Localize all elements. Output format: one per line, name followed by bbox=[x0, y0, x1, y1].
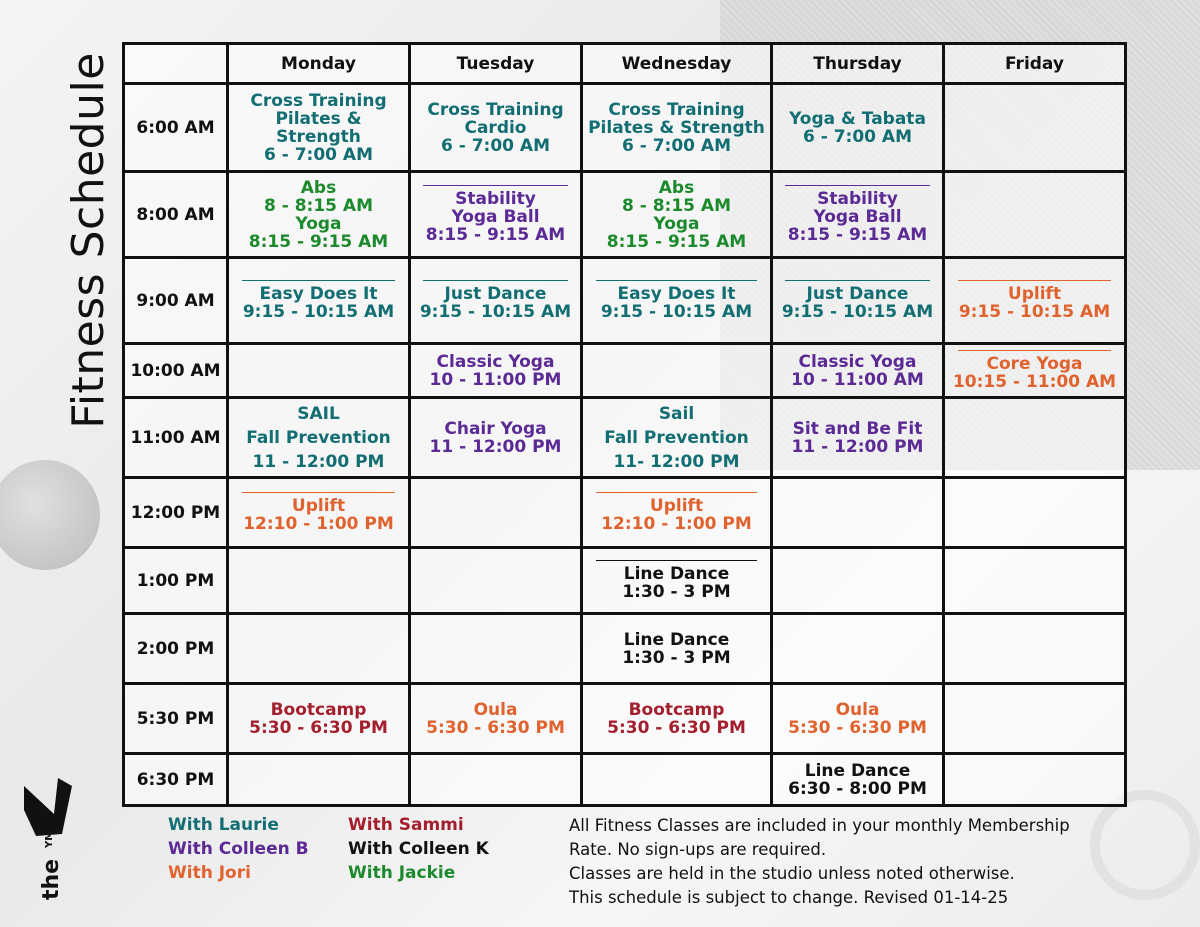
class-entry bbox=[229, 701, 408, 737]
class-entry bbox=[229, 179, 408, 251]
class-entry bbox=[945, 350, 1124, 391]
legend-laurie: With Laurie bbox=[168, 815, 279, 835]
class-text: 10 - 11:00 PM bbox=[429, 369, 562, 390]
class-text: 6 - 7:00 AM bbox=[803, 126, 912, 147]
class-text: 8:15 - 9:15 AM bbox=[248, 231, 389, 252]
class-cell bbox=[944, 754, 1126, 806]
class-entry bbox=[411, 101, 580, 155]
legend-colleen-b: With Colleen B bbox=[168, 839, 309, 859]
class-cell bbox=[228, 548, 410, 614]
class-cell bbox=[228, 754, 410, 806]
class-cell bbox=[772, 614, 944, 684]
class-text: Pilates & Strength bbox=[588, 117, 765, 138]
class-entry bbox=[229, 492, 408, 533]
class-entry bbox=[583, 101, 770, 155]
legend-colleen-k: With Colleen K bbox=[348, 839, 489, 859]
class-cell bbox=[410, 398, 582, 478]
class-text: 11- 12:00 PM bbox=[613, 451, 740, 472]
class-entry bbox=[583, 402, 770, 474]
day-header: Friday bbox=[944, 44, 1126, 84]
class-cell bbox=[582, 754, 772, 806]
class-cell bbox=[944, 684, 1126, 754]
schedule-row bbox=[124, 548, 1126, 614]
legend-jori: With Jori bbox=[168, 863, 251, 883]
class-cell bbox=[582, 684, 772, 754]
class-text: Strength bbox=[276, 126, 361, 147]
page-title: Fitness Schedule bbox=[62, 51, 114, 429]
class-text: Fall Prevention bbox=[604, 427, 749, 448]
divider-line bbox=[242, 280, 396, 281]
class-entry bbox=[583, 179, 770, 251]
class-cell bbox=[772, 344, 944, 398]
class-text: Line Dance bbox=[623, 629, 730, 650]
class-text: Easy Does It bbox=[617, 284, 736, 304]
class-cell bbox=[582, 258, 772, 344]
class-text: 6 - 7:00 AM bbox=[622, 135, 731, 156]
schedule-row bbox=[124, 258, 1126, 344]
class-cell bbox=[582, 84, 772, 172]
class-entry bbox=[229, 280, 408, 321]
schedule-row bbox=[124, 684, 1126, 754]
class-cell bbox=[944, 478, 1126, 548]
class-cell bbox=[772, 478, 944, 548]
class-text: Cardio bbox=[464, 117, 527, 138]
class-entry bbox=[773, 280, 942, 321]
class-text: 8 - 8:15 AM bbox=[264, 195, 373, 216]
class-cell bbox=[228, 478, 410, 548]
class-text: 1:30 - 3 PM bbox=[622, 647, 731, 668]
class-text: Yoga & Tabata bbox=[789, 108, 926, 129]
class-text: Easy Does It bbox=[259, 284, 378, 304]
class-text: Core Yoga bbox=[986, 354, 1083, 374]
class-cell bbox=[410, 344, 582, 398]
class-text: Pilates & bbox=[275, 108, 362, 129]
class-cell bbox=[772, 754, 944, 806]
corner-cell bbox=[124, 44, 228, 84]
class-text: 9:15 - 10:15 AM bbox=[242, 302, 395, 322]
class-cell bbox=[944, 172, 1126, 258]
class-text: 9:15 - 10:15 AM bbox=[958, 302, 1111, 322]
background-apple bbox=[0, 460, 100, 570]
class-cell bbox=[410, 258, 582, 344]
class-text: Uplift bbox=[649, 496, 704, 516]
class-text: 10:15 - 11:00 AM bbox=[952, 372, 1117, 392]
divider-line bbox=[785, 185, 930, 186]
class-entry bbox=[583, 631, 770, 667]
class-cell bbox=[228, 84, 410, 172]
class-cell bbox=[582, 398, 772, 478]
class-cell bbox=[582, 614, 772, 684]
membership-notes bbox=[569, 814, 1169, 910]
time-cell: 12:00 PM bbox=[124, 478, 228, 548]
page-title-container bbox=[62, 40, 114, 440]
legend-sammi: With Sammi bbox=[348, 815, 464, 835]
class-text: Bootcamp bbox=[270, 699, 367, 720]
time-cell: 10:00 AM bbox=[124, 344, 228, 398]
class-cell bbox=[228, 344, 410, 398]
class-cell bbox=[772, 548, 944, 614]
class-entry bbox=[229, 402, 408, 474]
class-cell bbox=[944, 398, 1126, 478]
class-cell bbox=[410, 478, 582, 548]
schedule-body bbox=[124, 84, 1126, 806]
class-entry bbox=[411, 185, 580, 244]
day-header: Monday bbox=[228, 44, 410, 84]
class-cell bbox=[944, 548, 1126, 614]
class-text: 5:30 - 6:30 PM bbox=[607, 717, 746, 738]
divider-line bbox=[958, 350, 1112, 351]
class-text: 5:30 - 6:30 PM bbox=[249, 717, 388, 738]
time-cell: 9:00 AM bbox=[124, 258, 228, 344]
class-text: Bootcamp bbox=[628, 699, 725, 720]
class-text: Line Dance bbox=[623, 564, 730, 584]
class-entry bbox=[411, 420, 580, 456]
class-entry bbox=[411, 353, 580, 389]
class-text: 12:10 - 1:00 PM bbox=[243, 514, 394, 534]
class-text: Uplift bbox=[1007, 284, 1062, 304]
class-cell bbox=[772, 398, 944, 478]
class-cell bbox=[410, 548, 582, 614]
class-entry bbox=[411, 701, 580, 737]
class-text: 8:15 - 9:15 AM bbox=[425, 225, 566, 245]
class-cell bbox=[772, 84, 944, 172]
class-text: 6 - 7:00 AM bbox=[264, 144, 373, 165]
class-text: Cross Training bbox=[608, 99, 745, 120]
class-cell bbox=[772, 258, 944, 344]
divider-line bbox=[596, 560, 757, 561]
class-entry bbox=[773, 701, 942, 737]
class-entry bbox=[583, 701, 770, 737]
day-header: Thursday bbox=[772, 44, 944, 84]
class-cell bbox=[228, 398, 410, 478]
class-text: Cross Training bbox=[427, 99, 564, 120]
class-text: Oula bbox=[473, 699, 518, 720]
class-text: 11 - 12:00 PM bbox=[252, 451, 385, 472]
class-cell bbox=[228, 614, 410, 684]
logo-the-text: the bbox=[39, 858, 64, 900]
class-cell bbox=[410, 754, 582, 806]
divider-line bbox=[958, 280, 1112, 281]
schedule-table bbox=[122, 42, 1127, 807]
day-header: Tuesday bbox=[410, 44, 582, 84]
class-text: 8 - 8:15 AM bbox=[622, 195, 731, 216]
class-text: Cross Training bbox=[250, 90, 387, 111]
class-entry bbox=[583, 560, 770, 601]
class-text: Abs bbox=[658, 177, 695, 198]
time-cell: 6:00 AM bbox=[124, 84, 228, 172]
note-line: All Fitness Classes are included in your monthly Membership bbox=[569, 816, 1070, 835]
time-cell: 6:30 PM bbox=[124, 754, 228, 806]
class-entry bbox=[773, 762, 942, 798]
class-text: Fall Prevention bbox=[246, 427, 391, 448]
class-cell bbox=[772, 684, 944, 754]
divider-line bbox=[242, 492, 396, 493]
class-text: Just Dance bbox=[444, 284, 547, 304]
class-text: Stability bbox=[817, 189, 898, 209]
class-text: 10 - 11:00 AM bbox=[791, 369, 924, 390]
class-text: 9:15 - 10:15 AM bbox=[781, 302, 934, 322]
note-line: Rate. No sign-ups are required. bbox=[569, 840, 827, 859]
note-line: Classes are held in the studio unless noted otherwise. bbox=[569, 864, 1015, 883]
divider-line bbox=[785, 280, 930, 281]
class-cell bbox=[944, 258, 1126, 344]
time-cell: 1:00 PM bbox=[124, 548, 228, 614]
divider-line bbox=[596, 280, 757, 281]
schedule-row bbox=[124, 398, 1126, 478]
logo-ymca-text: YMCA bbox=[44, 815, 55, 848]
class-text: 11 - 12:00 PM bbox=[429, 436, 562, 457]
class-text: 1:30 - 3 PM bbox=[622, 582, 731, 602]
class-cell bbox=[410, 172, 582, 258]
class-text: Chair Yoga bbox=[444, 418, 547, 439]
class-text: SAIL bbox=[297, 403, 340, 424]
class-text: Oula bbox=[835, 699, 880, 720]
schedule-row bbox=[124, 754, 1126, 806]
day-header: Wednesday bbox=[582, 44, 772, 84]
class-text: Sail bbox=[658, 403, 695, 424]
class-text: 6:30 - 8:00 PM bbox=[788, 778, 927, 799]
class-text: 6 - 7:00 AM bbox=[441, 135, 550, 156]
class-text: Yoga bbox=[653, 213, 700, 234]
schedule-row bbox=[124, 478, 1126, 548]
class-cell bbox=[582, 478, 772, 548]
class-text: Yoga bbox=[295, 213, 342, 234]
header-row bbox=[124, 44, 1126, 84]
class-text: 9:15 - 10:15 AM bbox=[600, 302, 753, 322]
class-cell bbox=[944, 614, 1126, 684]
class-cell bbox=[228, 172, 410, 258]
divider-line bbox=[423, 280, 568, 281]
class-text: 5:30 - 6:30 PM bbox=[788, 717, 927, 738]
class-text: 8:15 - 9:15 AM bbox=[606, 231, 747, 252]
class-cell bbox=[410, 614, 582, 684]
class-text: 8:15 - 9:15 AM bbox=[787, 225, 928, 245]
class-text: Yoga Ball bbox=[451, 207, 540, 227]
class-cell bbox=[582, 172, 772, 258]
class-entry bbox=[229, 92, 408, 164]
class-cell bbox=[410, 84, 582, 172]
class-entry bbox=[583, 492, 770, 533]
class-text: 9:15 - 10:15 AM bbox=[419, 302, 572, 322]
class-entry bbox=[945, 280, 1124, 321]
class-text: Abs bbox=[300, 177, 337, 198]
class-cell bbox=[582, 344, 772, 398]
class-entry bbox=[773, 353, 942, 389]
schedule-row bbox=[124, 344, 1126, 398]
class-text: Yoga Ball bbox=[813, 207, 902, 227]
class-text: Line Dance bbox=[804, 760, 911, 781]
legend-jackie: With Jackie bbox=[348, 863, 456, 883]
class-cell bbox=[228, 684, 410, 754]
class-cell bbox=[944, 344, 1126, 398]
time-cell: 5:30 PM bbox=[124, 684, 228, 754]
divider-line bbox=[596, 492, 757, 493]
class-text: 11 - 12:00 PM bbox=[791, 436, 924, 457]
time-cell: 8:00 AM bbox=[124, 172, 228, 258]
class-entry bbox=[773, 420, 942, 456]
class-text: Sit and Be Fit bbox=[792, 418, 923, 439]
class-cell bbox=[772, 172, 944, 258]
schedule-row bbox=[124, 84, 1126, 172]
class-text: 5:30 - 6:30 PM bbox=[426, 717, 565, 738]
class-entry bbox=[773, 185, 942, 244]
ymca-logo bbox=[18, 776, 76, 906]
divider-line bbox=[423, 185, 568, 186]
class-cell bbox=[944, 84, 1126, 172]
class-text: Uplift bbox=[291, 496, 346, 516]
time-cell: 11:00 AM bbox=[124, 398, 228, 478]
class-entry bbox=[411, 280, 580, 321]
schedule-row bbox=[124, 172, 1126, 258]
class-entry bbox=[773, 110, 942, 146]
class-text: Just Dance bbox=[806, 284, 909, 304]
class-cell bbox=[228, 258, 410, 344]
class-text: Classic Yoga bbox=[436, 351, 555, 372]
time-cell: 2:00 PM bbox=[124, 614, 228, 684]
class-text: Stability bbox=[455, 189, 536, 209]
class-entry bbox=[583, 280, 770, 321]
class-cell bbox=[410, 684, 582, 754]
class-cell bbox=[582, 548, 772, 614]
class-text: Classic Yoga bbox=[798, 351, 917, 372]
schedule-row bbox=[124, 614, 1126, 684]
note-line: This schedule is subject to change. Revised 01-14-25 bbox=[569, 888, 1009, 907]
class-text: 12:10 - 1:00 PM bbox=[601, 514, 752, 534]
